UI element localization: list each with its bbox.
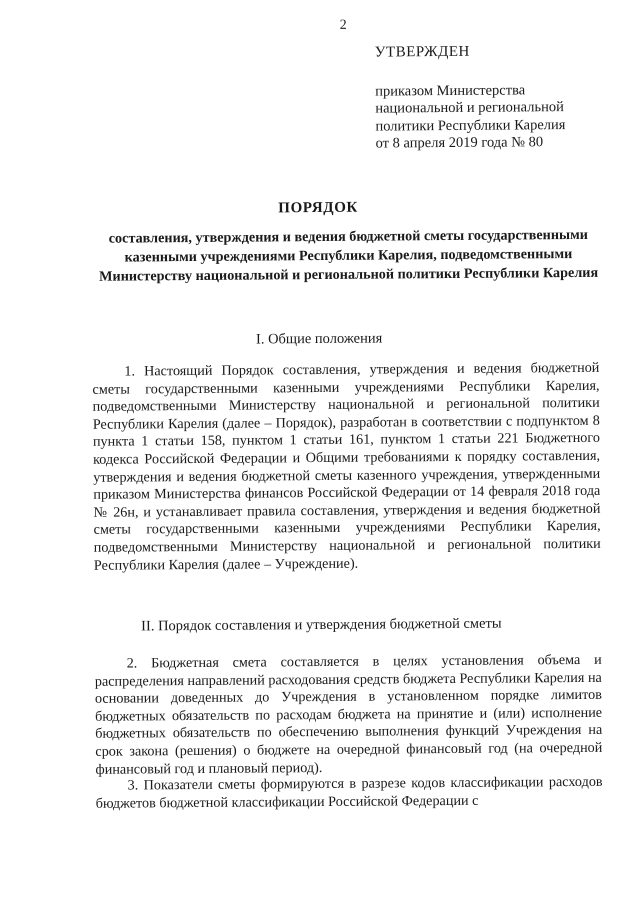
paragraph-2: 2. Бюджетная смета составляется в целях установления объема и распределения направлений расходования средств бюджета Республики Карелия на основании доведенных до Учреждения в установленном порядке лимитов бюджетных обязательств по расходам бюджета на принятие и (или) исполнение бюджетных обязательств по обеспечению выполнения функций Учреждения на срок закона (решения) о бюджете на очередной финансовый год (на очередной финансовый год и плановый период). [94, 651, 603, 778]
paragraph-1: 1. Настоящий Порядок составления, утверждения и ведения бюджетной сметы государственными казенными учреждениями Республики Карелия, подведомственными Министерству национальной и региональной политики Республики Карелия (далее – Порядок), разработан в соответствии с подпунктом 8 пункта 1 статьи 158, пунктом 1 статьи 161, пунктом 1 статьи 221 Бюджетного кодекса Российской Федерации и Общими требованиями к порядку составления, утверждения и ведения бюджетной сметы казенного учреждения, утвержденными приказом Министерства финансов Российской Федерации от 14 февраля 2018 года № 26н, и устанавливает правила составления, утверждения и ведения бюджетной сметы государственными казенными учреждениями Республики Карелия, подведомственными Министерству национальной и региональной политики Республики Карелия (далее – Учреждение). [92, 359, 601, 574]
document-title: ПОРЯДОК [278, 199, 358, 217]
paragraph-3: 3. Показатели сметы формируются в разрезе кодов классификации расходов бюджетов бюджетной классификации Российской Федерации с [95, 773, 603, 812]
approval-title: УТВЕРЖДЕН [374, 43, 470, 61]
section-heading-budget: II. Порядок составления и утверждения бюджетной сметы [141, 615, 502, 635]
document-subtitle: составления, утверждения и ведения бюджетной сметы государственными казенными учреждениями Республики Карелия, подведомственными Министерству национальной и региональной политики Республики Карелия [99, 226, 599, 285]
approval-line: политики Республики Карелия [375, 116, 566, 135]
approval-line: национальной и региональной [375, 99, 564, 117]
section-heading-general: I. Общие положения [255, 330, 383, 348]
approval-line: от 8 апреля 2019 года № 80 [375, 134, 544, 152]
page-number: 2 [339, 17, 347, 33]
approval-stamp-block [375, 43, 566, 153]
approval-line: приказом Министерства [375, 81, 526, 100]
